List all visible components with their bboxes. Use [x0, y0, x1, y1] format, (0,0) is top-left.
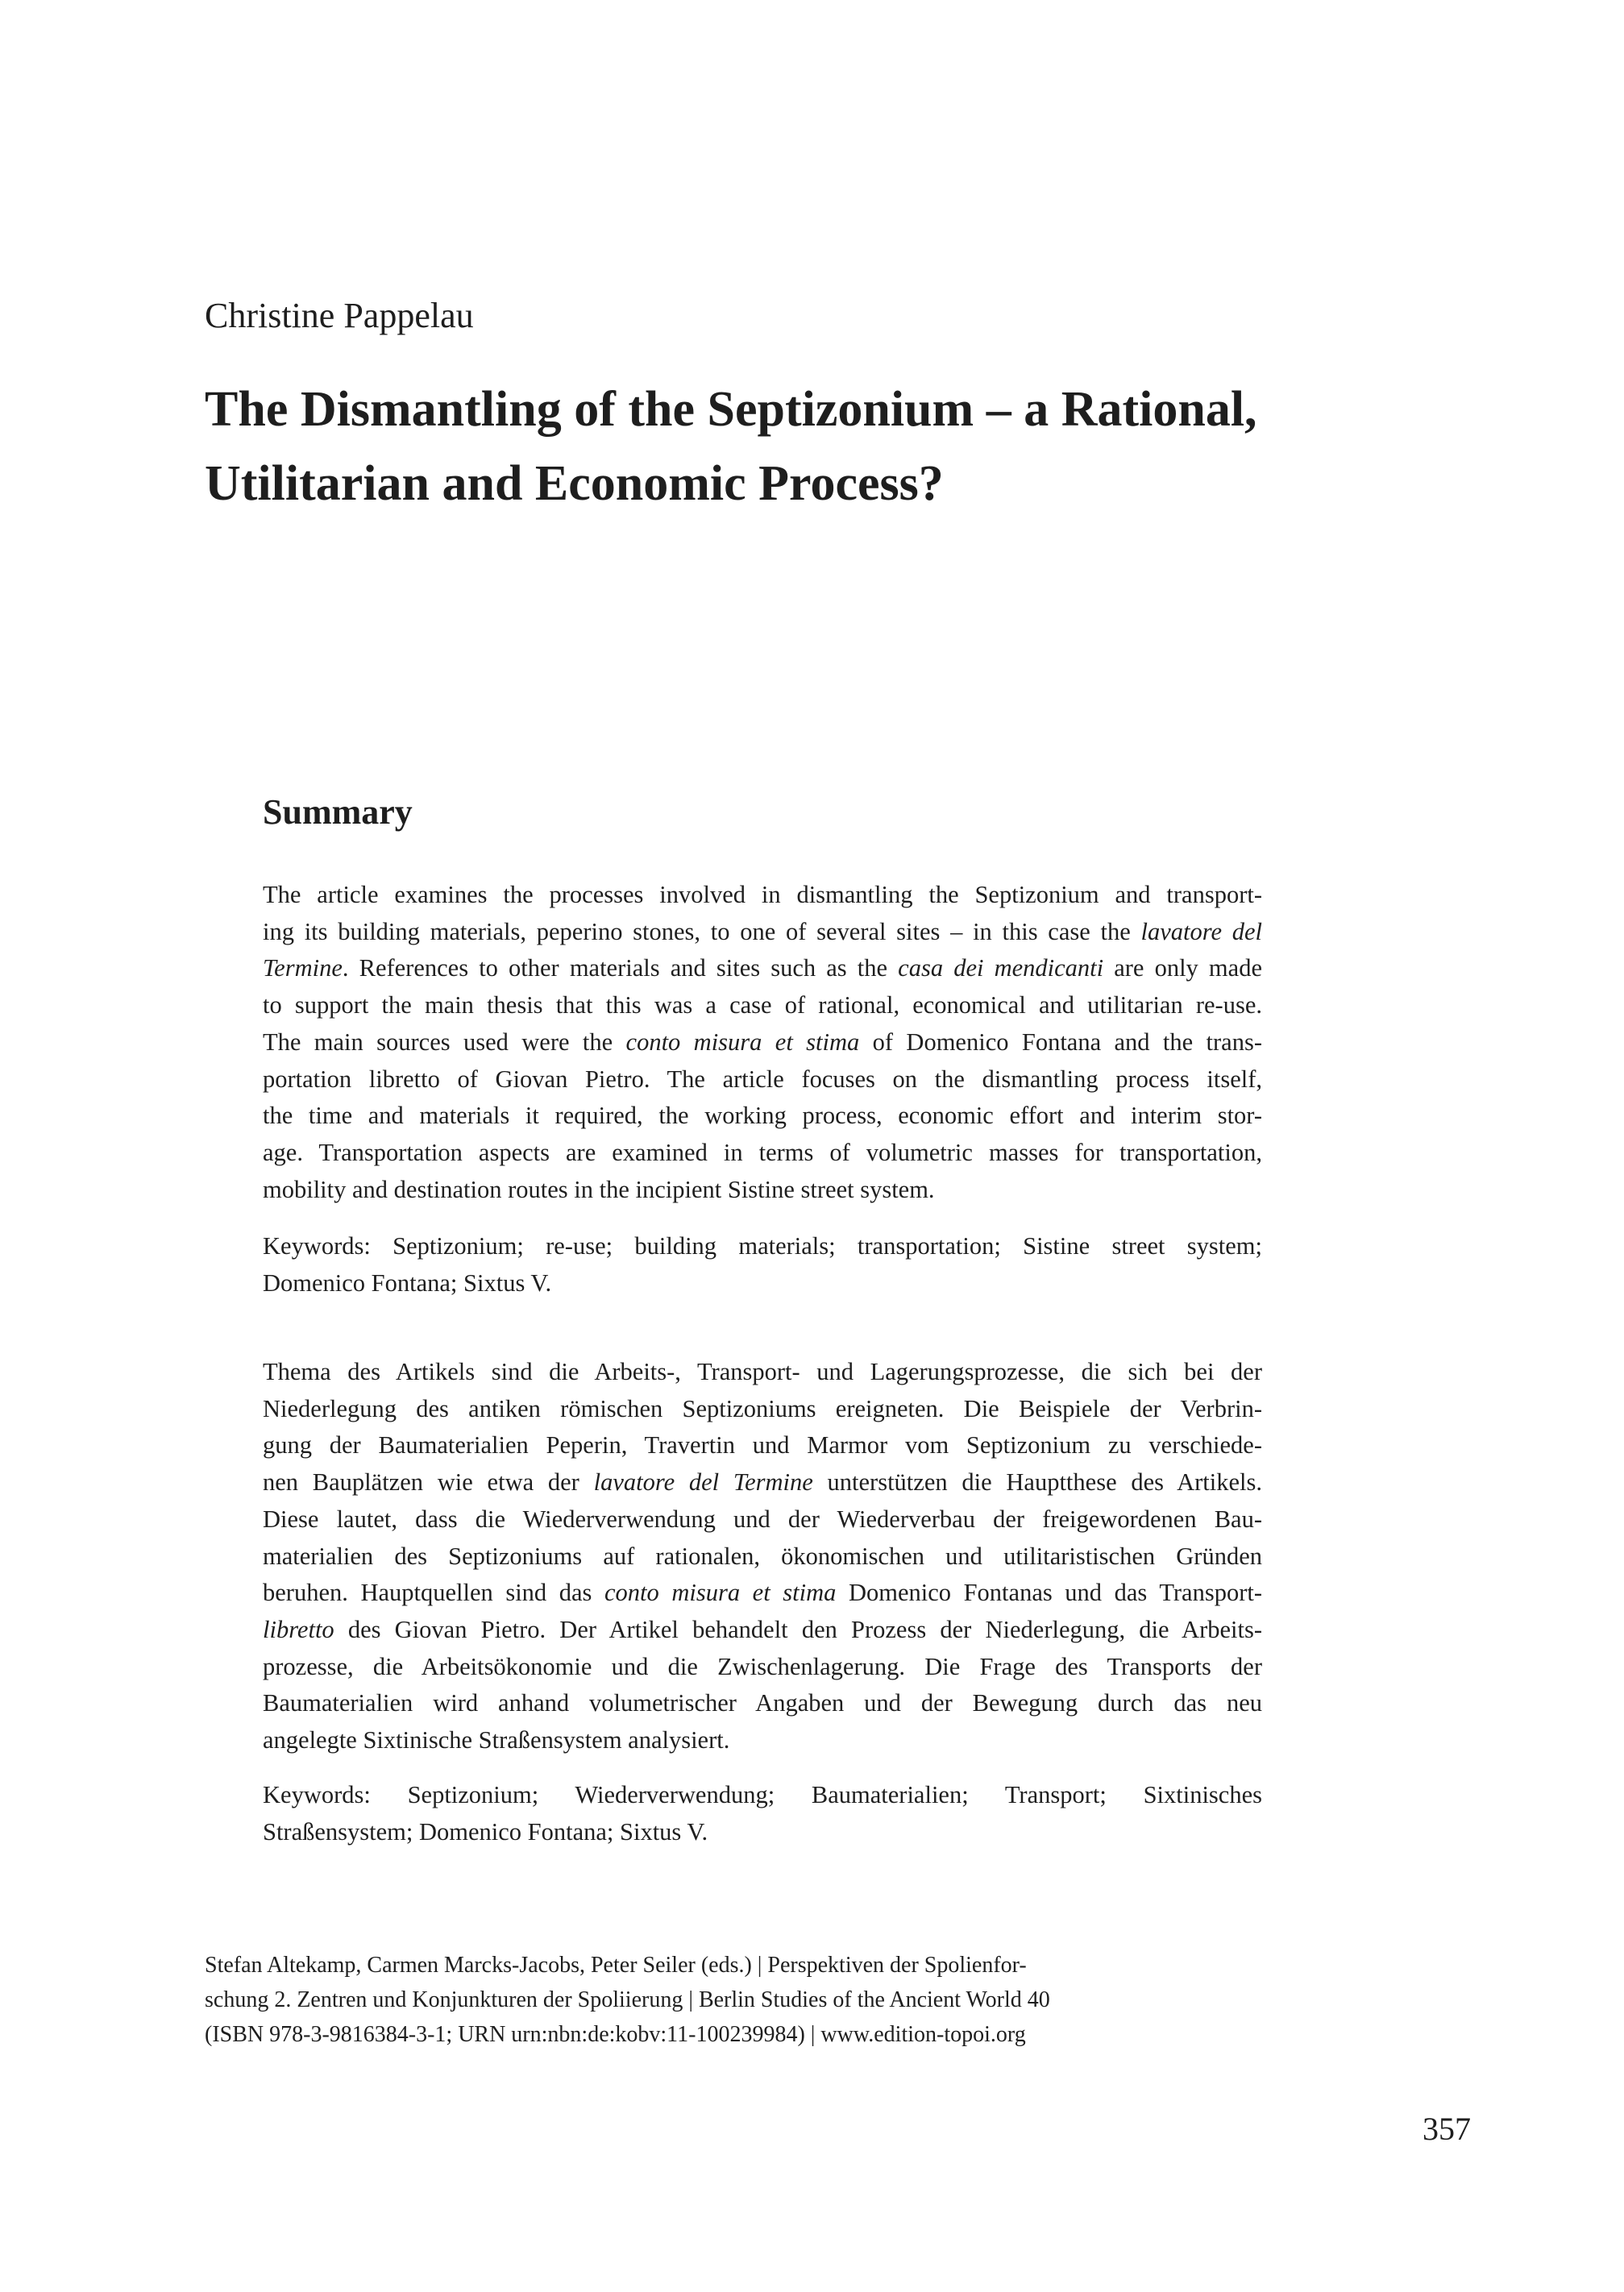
article-title-line: The Dismantling of the Septizonium – a Rational, [205, 382, 1257, 437]
abstract-line: materialien des Septizoniums auf rationalen, ökonomischen und utilitaristischen Gründen [263, 1542, 1262, 1570]
keywords-german [263, 1777, 1262, 1850]
abstract-german [263, 1354, 1262, 1759]
abstract-english [263, 877, 1262, 1208]
abstract-line: Niederlegung des antiken römischen Septizoniums ereigneten. Die Beispiele der Verbrin- [263, 1394, 1262, 1422]
summary-heading: Summary [263, 792, 413, 832]
keywords-line: Keywords: Septizonium; Wiederverwendung; Baumaterialien; Transport; Sixtinisches [263, 1781, 1262, 1808]
abstract-line: angelegte Sixtinische Straßensystem analysiert. [263, 1726, 730, 1754]
abstract-line: to support the main thesis that this was a case of rational, economical and utilitarian re-use. [263, 991, 1262, 1019]
abstract-line: gung der Baumaterialien Peperin, Travertin und Marmor vom Septizonium zu verschiede- [263, 1431, 1262, 1459]
page-number: 357 [1423, 2111, 1471, 2147]
article-title-line: Utilitarian and Economic Process? [205, 456, 944, 511]
abstract-line: beruhen. Hauptquellen sind das conto misura et stima Domenico Fontanas und das Transport- [263, 1579, 1262, 1607]
italic-term: casa dei mendicanti [898, 954, 1104, 982]
publication-info-line: Stefan Altekamp, Carmen Marcks-Jacobs, Peter Seiler (eds.) | Perspektiven der Spolienfor- [205, 1953, 1027, 1978]
publication-info-line: schung 2. Zentren und Konjunkturen der Spoliierung | Berlin Studies of the Ancient World 40 [205, 1987, 1050, 2012]
abstract-line: portation libretto of Giovan Pietro. The article focuses on the dismantling process itself, [263, 1065, 1262, 1093]
keywords-line: Domenico Fontana; Sixtus V. [263, 1268, 552, 1297]
abstract-line: The main sources used were the conto misura et stima of Domenico Fontana and the trans- [263, 1028, 1262, 1056]
italic-term: Termine [263, 954, 343, 982]
author-name: Christine Pappelau [205, 296, 474, 335]
abstract-line: prozesse, die Arbeitsökonomie und die Zwischenlagerung. Die Frage des Transports der [263, 1652, 1262, 1680]
italic-term: libretto [263, 1615, 334, 1643]
italic-term: conto misura et stima [604, 1579, 837, 1607]
publication-info [205, 1948, 1050, 2052]
italic-term: lavatore del Termine [593, 1468, 813, 1497]
abstract-line: Termine. References to other materials and sites such as the casa dei mendicanti are only made [263, 954, 1262, 982]
abstract-line: Diese lautet, dass die Wiederverwendung und der Wiederverbau der freigewordenen Bau- [263, 1505, 1262, 1533]
italic-term: conto misura et stima [625, 1028, 860, 1056]
abstract-line: mobility and destination routes in the incipient Sistine street system. [263, 1175, 935, 1203]
article-title [205, 372, 1333, 521]
abstract-line: The article examines the processes involved in dismantling the Septizonium and transport- [263, 881, 1262, 908]
abstract-line: Thema des Artikels sind die Arbeits-, Transport- und Lagerungsprozesse, die sich bei der [263, 1358, 1262, 1385]
keywords-english [263, 1228, 1262, 1302]
abstract-line: nen Bauplätzen wie etwa der lavatore del Termine unterstützen die Hauptthese des Artikels. [263, 1468, 1262, 1497]
keywords-line: Straßensystem; Domenico Fontana; Sixtus V. [263, 1817, 708, 1846]
abstract-line: ing its building materials, peperino stones, to one of several sites – in this case the lavatore del [263, 917, 1262, 945]
italic-term: lavatore del [1140, 917, 1262, 945]
abstract-line: the time and materials it required, the working process, economic effort and interim stor- [263, 1102, 1262, 1130]
publication-info-line: (ISBN 978-3-9816384-3-1; URN urn:nbn:de:kobv:11-100239984) | www.edition-topoi.org [205, 2022, 1026, 2047]
abstract-line: Baumaterialien wird anhand volumetrischer Angaben und der Bewegung durch das neu [263, 1689, 1262, 1717]
abstract-line: libretto des Giovan Pietro. Der Artikel behandelt den Prozess der Niederlegung, die Arbeits- [263, 1615, 1262, 1643]
abstract-line: age. Transportation aspects are examined in terms of volumetric masses for transportation, [263, 1138, 1262, 1166]
keywords-line: Keywords: Septizonium; re-use; building materials; transportation; Sistine street system; [263, 1232, 1262, 1260]
